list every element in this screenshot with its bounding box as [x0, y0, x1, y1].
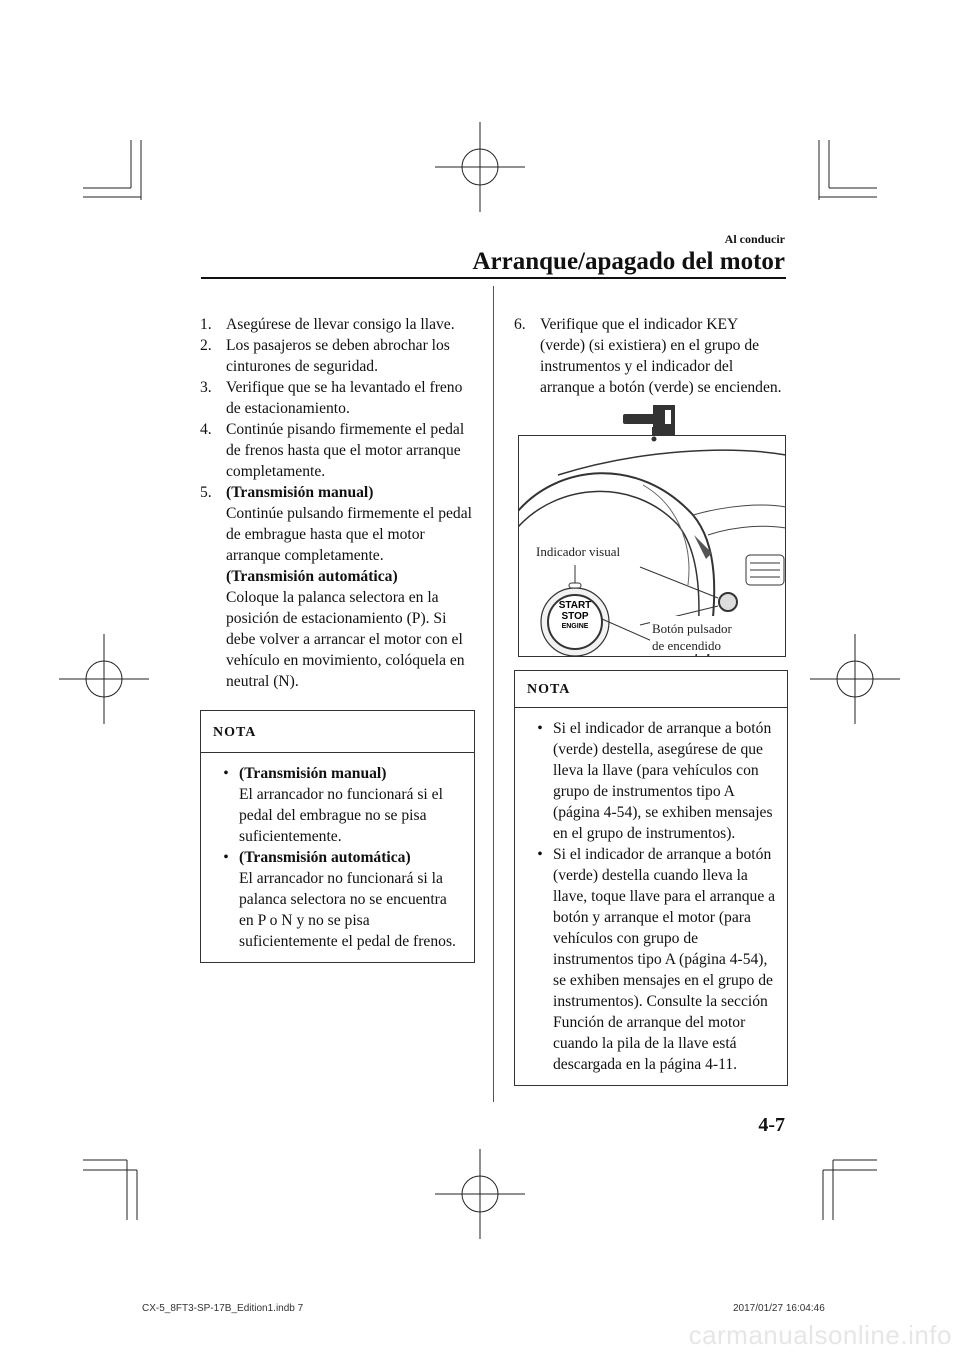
- nota-box-right: [514, 670, 788, 1086]
- step-5-auto-title: (Transmisión automática): [226, 568, 398, 585]
- step-5-auto-text: Coloque la palanca selectora en la posición de estacionamiento (P). Si debe volver a arrancar el motor con el vehículo en movimiento, colóquela en neutral (N).: [226, 589, 465, 690]
- step-5-manual-text: Continúe pulsando firmemente el pedal de embrague hasta que el motor arranque completamente.: [226, 505, 472, 564]
- column-divider: [493, 286, 494, 1102]
- nota-item: • Si el indicador de arranque a botón (verde) destella cuando lleva la llave, toque llave para el arranque a botón y arranque el motor (para vehículos con grupo de instrumentos tipo A (página 4-54), se exhiben mensajes en el grupo de instrumentos). Consulte la sección Función de arranque del motor cuando la pila de la llave está descargada en la página 4-11.: [537, 846, 776, 1073]
- step-1: 1. Asegúrese de llevar consigo la llave.: [200, 316, 455, 333]
- nota-item: • (Transmisión automática) El arrancador no funcionará si la palanca selectora no se encuentra en P o N y no se pisa suficientemente el pedal de frenos.: [223, 849, 456, 950]
- button-stop-text: STOP: [561, 611, 589, 622]
- indicator-label: Indicador visual: [536, 544, 621, 559]
- key-indicator-icon: [623, 405, 675, 442]
- left-column: [200, 314, 475, 963]
- step-5: 5. (Transmisión manual) Continúe pulsando firmemente el pedal de embrague hasta que el motor arranque completamente. (Transmisión automática) Coloque la palanca selectora en la posición de estacionamiento (P). Si debe volver a arrancar el motor con el vehículo en movimiento, colóquela en neutral (N).: [200, 482, 475, 692]
- step-3: 3. Verifique que se ha levantado el freno de estacionamiento.: [200, 379, 463, 417]
- step-4: 4. Continúe pisando firmemente el pedal de frenos hasta que el motor arranque completamente.: [200, 421, 465, 480]
- button-label-line1: Botón pulsador: [652, 621, 732, 636]
- step-2: 2. Los pasajeros se deben abrochar los cinturones de seguridad.: [200, 337, 450, 375]
- step-6: 6. Verifique que el indicador KEY (verde) (si existiera) en el grupo de instrumentos y el indicador del arranque a botón (verde) se encienden.: [514, 316, 782, 396]
- nota-item: • Si el indicador de arranque a botón (verde) destella, asegúrese de que lleva la llave (para vehículos con grupo de instrumentos tipo A (página 4-54), se exhiben mensajes en el grupo de instrumentos).: [537, 720, 773, 842]
- print-file-name: CX-5_8FT3-SP-17B_Edition1.indb 7: [142, 1303, 304, 1314]
- nota-item: • (Transmisión manual) El arrancador no funcionará si el pedal del embrague no se pisa suficientemente.: [223, 765, 443, 845]
- button-label-line2: de encendido: [652, 638, 721, 653]
- button-start-text: START: [558, 600, 592, 611]
- section-name: Al conducir: [724, 232, 785, 246]
- start-button-illustration: [518, 395, 786, 657]
- step-5-manual-title: (Transmisión manual): [226, 484, 374, 501]
- print-timestamp: 2017/01/27 16:04:46: [733, 1303, 825, 1314]
- right-column: [514, 314, 786, 398]
- page-number: 4-7: [758, 1114, 785, 1136]
- dashboard-drawing: [518, 395, 786, 657]
- watermark: carmanualsonline.info: [688, 1320, 952, 1350]
- nota-heading: NOTA: [201, 711, 474, 753]
- steps-list: [200, 314, 475, 692]
- header-rule: [201, 277, 786, 279]
- button-engine-text: ENGINE: [561, 623, 589, 630]
- page-title: Arranque/apagado del motor: [472, 248, 785, 275]
- nota-box-left: [200, 710, 475, 963]
- nota-heading: NOTA: [515, 671, 787, 708]
